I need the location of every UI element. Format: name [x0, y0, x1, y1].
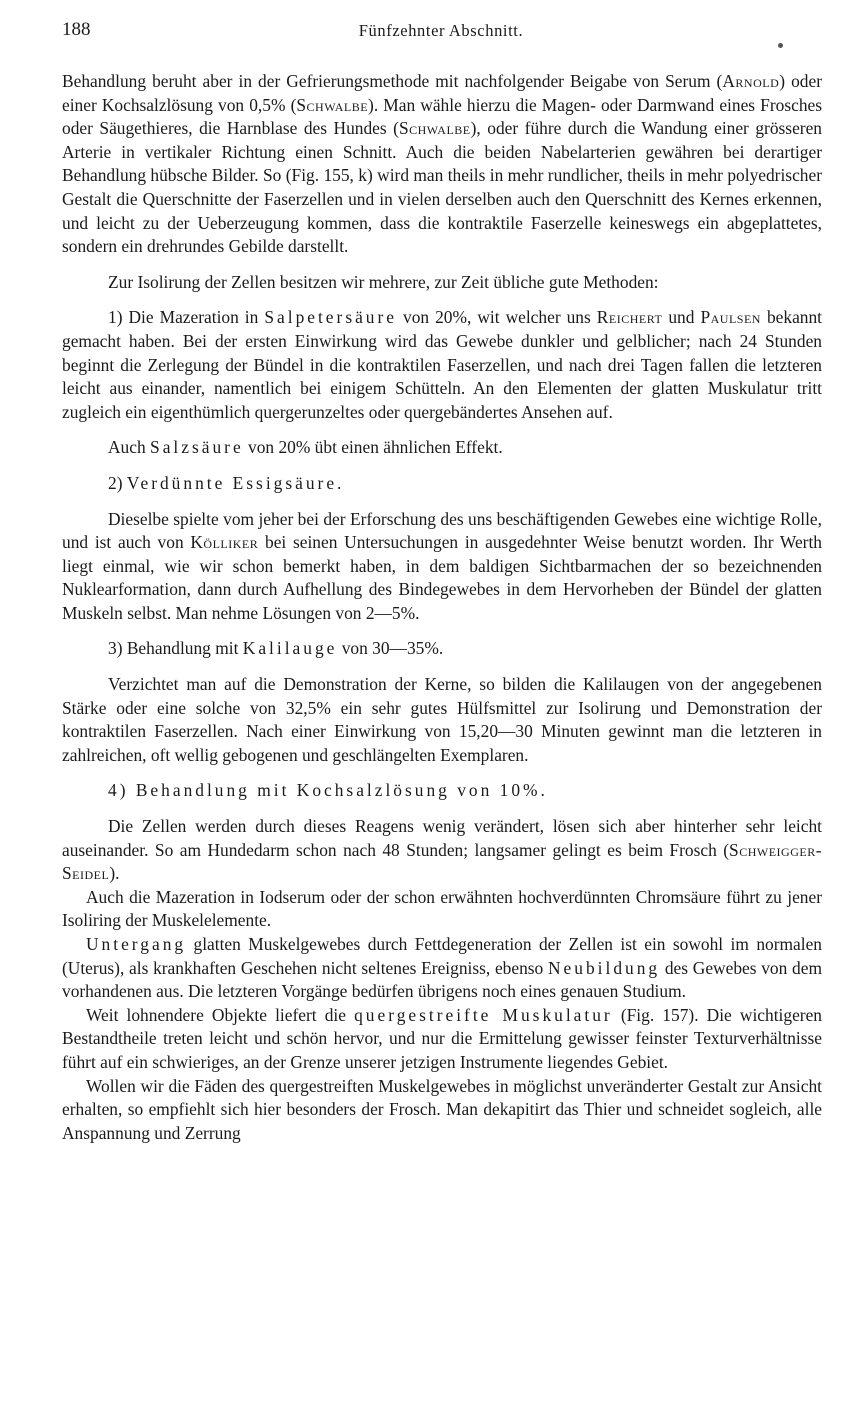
- spaced-term: Verdünnte Essigsäure.: [126, 472, 345, 493]
- paragraph: Auch die Mazeration in Iodserum oder der schon erwähnten hochverdünnten Chromsäure führt zu jener Isoliring der Muskelelemente.: [62, 886, 822, 931]
- spaced-term: Untergang: [86, 934, 187, 954]
- spaced-term: quergestreifte Muskulatur: [354, 1004, 613, 1025]
- paragraph: 1) Die Mazeration in Salpetersäure von 20%, wit welcher uns Reichert und Paulsen bekannt gemacht haben. Bei der ersten Einwirkung wird das Gewebe dunkler und gelblicher; nach 24 Stunden beginnt die Zerlegung der Bündel in die kontraktilen Faserzellen, und nach drei Tagen fallen die letzteren leicht aus einander, namentlich bei einigem Schütteln. An den Elementen der glatten Muskulatur tritt zugleich ein eigenthümlich quergerunzeltes oder quergebändertes Ansehen auf.: [62, 307, 823, 422]
- paragraph: Dieselbe spielte vom jeher bei der Erforschung des uns beschäftigenden Gewebes eine wichtige Rolle, und ist auch von Kölliker bei seinen Untersuchungen in ausgedehnter Weise benutzt worden. Ihr Werth liegt einmal, wie wir schon bemerkt haben, in dem baldigen Sichtbarmachen der so bezeichnenden Nuklearformation, dann durch Aufhellung des Bindegewebes in dem Hervorheben der Bündel der glatten Muskeln selbst. Man nehme Lösungen von 2—5%.: [62, 508, 822, 623]
- page-header: [62, 18, 820, 44]
- body-text: [62, 70, 822, 1145]
- section-heading: 2) Verdünnte Essigsäure.: [108, 472, 345, 493]
- author-name: Arnold: [722, 71, 780, 91]
- paragraph: Wollen wir die Fäden des quergestreiften Muskelgewebes in möglichst unveränderter Gestalt zur Ansicht erhalten, so empfiehlt sich hier besonders der Frosch. Man dekapitirt das Thier und schneidet sogleich, alle Anspannung und Zerrung: [62, 1075, 822, 1143]
- paragraph: Auch Salzsäure von 20% übt einen ähnlichen Effekt.: [108, 437, 503, 458]
- author-name: Schwalbe: [398, 118, 471, 139]
- paragraph: Untergang glatten Muskelgewebes durch Fettdegeneration der Zellen ist ein sowohl im normalen (Uterus), als krankhaften Geschehen nicht seltenes Ereigniss, ebenso Neubildung des Gewebes von dem vorhandenen aus. Die letzteren Vorgänge bedürfen übrigens noch eines genauen Studium.: [62, 934, 822, 1002]
- paragraph: Zur Isolirung der Zellen besitzen wir mehrere, zur Zeit übliche gute Methoden:: [108, 271, 659, 292]
- author-name: Schwalbe: [296, 94, 369, 115]
- running-title: Fünfzehnter Abschnitt.: [358, 21, 524, 40]
- page-number: 188: [62, 19, 91, 40]
- spaced-term: Neubildung: [548, 957, 661, 978]
- printing-speck: [778, 43, 783, 48]
- author-name: Paulsen: [700, 307, 761, 328]
- author-name: Kölliker: [190, 532, 259, 553]
- paragraph: Die Zellen werden durch dieses Reagens wenig verändert, lösen sich aber hinterher sehr leicht auseinander. So am Hundedarm schon nach 48 Stunden; langsamer gelingt es beim Frosch (Schweigger-Seidel).: [62, 816, 822, 884]
- spaced-term: 4) Behandlung mit Kochsalzlösung von 10%.: [108, 780, 548, 801]
- spaced-term: Kalilauge: [242, 638, 338, 659]
- paragraph: Verzichtet man auf die Demonstration der Kerne, so bilden die Kalilaugen von der angegebenen Stärke oder eine solche von 32,5% ein sehr gutes Hülfsmittel zur Isolirung und Demonstration der kontraktilen Faserzellen. Nach einer Einwirkung von 15,20—30 Minuten gewinnt man die letzteren in zahlreichen, oft wellig gebogenen und geschlängelten Exemplaren.: [62, 674, 822, 765]
- author-name: Reichert: [596, 307, 663, 328]
- spaced-term: Salzsäure: [150, 437, 244, 458]
- paragraph: Behandlung beruht aber in der Gefrierungsmethode mit nachfolgender Beigabe von Serum (Arnold) oder einer Kochsalzlösung von 0,5% (Schwalbe). Man wähle hierzu die Magen- oder Darmwand eines Frosches oder Säugethieres, die Harnblase des Hundes (Schwalbe), oder führe durch die Wandung einer grösseren Arterie in vertikaler Richtung einen Schnitt. Auch die beiden Nabelarterien gewähren bei derartiger Behandlung hübsche Bilder. So (Fig. 155, k) wird man theils in mehr rundlicher, theils in mehr polyedrischer Gestalt die Querschnitte der Faserzellen und in vielen derselben auch den Querschnitt des Kernes erkennen, und leicht zu der Ueberzeugung kommen, dass die kontraktile Faserzelle keineswegs ein abgeplattetes, sondern ein drehrundes Gebilde darstellt.: [62, 71, 823, 257]
- spaced-term: Salpetersäure: [264, 307, 398, 328]
- author-name: Schweigger-Seidel: [62, 839, 822, 884]
- section-heading: 3) Behandlung mit Kalilauge von 30—35%.: [108, 638, 444, 659]
- paragraph: Weit lohnendere Objekte liefert die quergestreifte Muskulatur (Fig. 157). Die wichtigeren Bestandtheile treten leicht und schön hervor, und nur die Ermittelung gewisser feinster Texturverhältnisse führt auf ein schwieriges, an der Grenze unserer jetzigen Instrumente liegendes Gebiet.: [62, 1004, 822, 1072]
- section-heading: [62, 779, 822, 803]
